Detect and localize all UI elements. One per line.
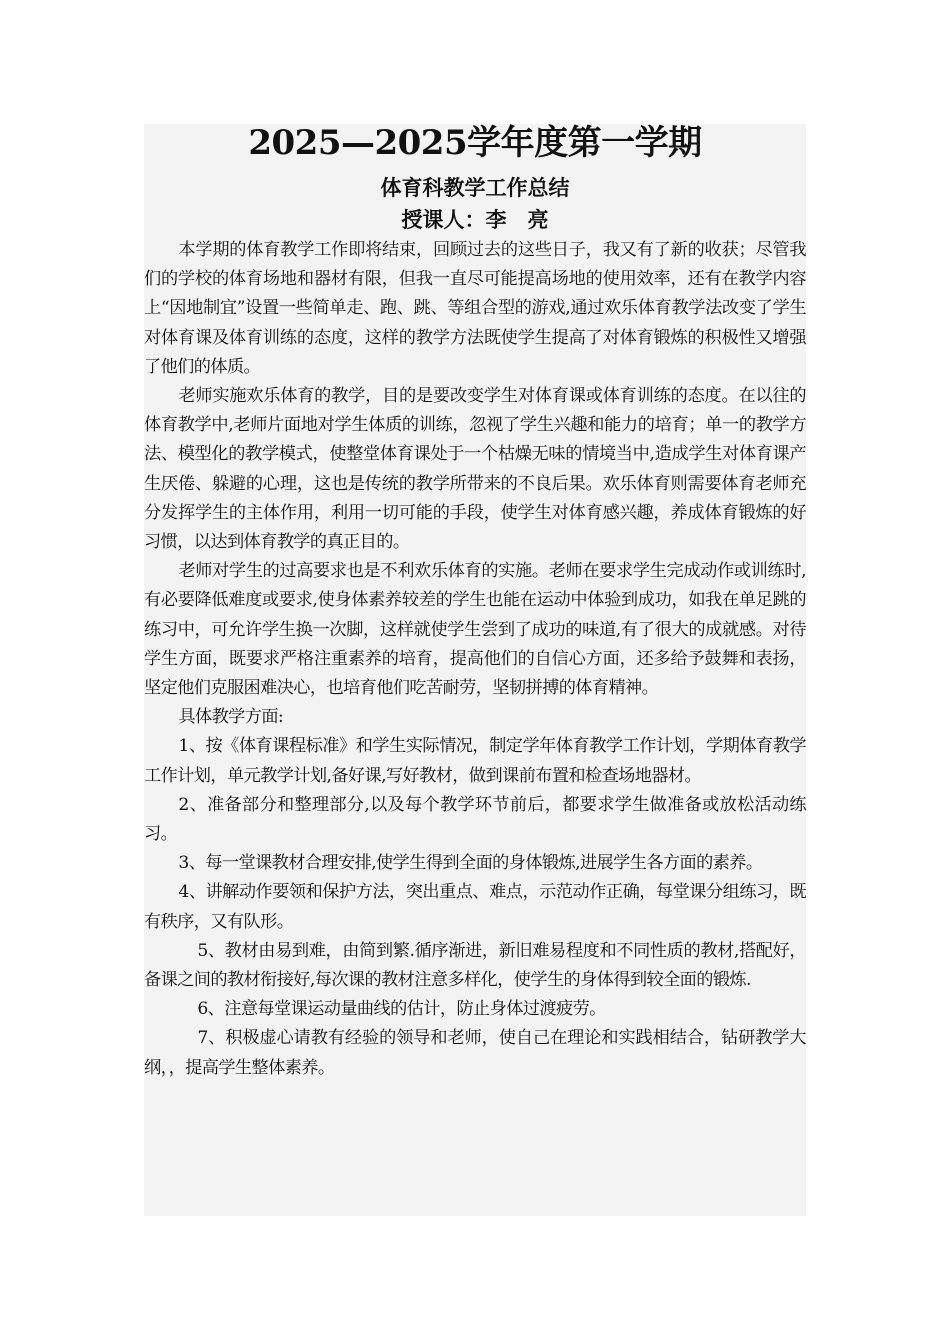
document-body bbox=[144, 236, 806, 1083]
document-page bbox=[144, 124, 806, 1216]
list-item-7: 7、积极虚心请教有经验的领导和老师，使自己在理论和实践相结合，钻研教学大纲，，提高学生整体素养。 bbox=[144, 1028, 806, 1078]
list-item-5: 5、教材由易到难，由简到繁.循序渐进，新旧难易程度和不同性质的教材,搭配好，备课之间的教材衔接好,每次课的教材注意多样化，使学生的身体得到较全面的锻炼. bbox=[144, 940, 806, 991]
list-item-4: 4、讲解动作要领和保护方法，突出重点、难点，示范动作正确，每堂课分组练习，既有秩序，又有队形。 bbox=[144, 882, 806, 932]
teacher-line: 授课人：李 亮 bbox=[401, 207, 549, 232]
paragraph-requirements: 老师对学生的过高要求也是不利欢乐体育的实施。老师在要求学生完成动作或训练时,有必要降低难度或要求,使身体素养较差的学生也能在运动中体验到成功，如我在单足跳的练习中，可允许学生换一次脚，这样就使学生尝到了成功的味道,有了很大的成就感。对待学生方面，既要求严格注重素养的培育，提高他们的自信心方面，还多给予鼓舞和表扬，坚定他们克服困难决心，也培育他们吃苦耐劳，坚韧拼搏的体育精神。 bbox=[144, 561, 806, 699]
list-item-6: 6、注意每堂课运动量曲线的估计，防止身体过渡疲劳。 bbox=[197, 999, 606, 1020]
paragraph-heading-specifics: 具体教学方面: bbox=[178, 707, 284, 728]
list-item-3: 3、每一堂课教材合理安排,使学生得到全面的身体锻炼,进展学生各方面的素养。 bbox=[178, 853, 763, 874]
paragraph-happy-pe: 老师实施欢乐体育的教学，目的是要改变学生对体育课或体育训练的态度。在以往的体育教学中,老师片面地对学生体质的训练，忽视了学生兴趣和能力的培育；单一的教学方法、模型化的教学模式，使整堂体育课处于一个枯燥无味的情境当中,造成学生对体育课产生厌倦、躲避的心理，这也是传统的教学所带来的不良后果。欢乐体育则需要体育老师充分发挥学生的主体作用，利用一切可能的手段，使学生对体育感兴趣，养成体育锻炼的好习惯，以达到体育教学的真正目的。 bbox=[144, 386, 806, 553]
paragraph-intro: 本学期的体育教学工作即将结束，回顾过去的这些日子，我又有了新的收获；尽管我们的学校的体育场地和器材有限，但我一直尽可能提高场地的使用效率，还有在教学内容上“因地制宜”设置一些简单走、跑、跳、等组合型的游戏,通过欢乐体育教学法改变了学生对体育课及体育训练的态度，这样的教学方法既使学生提高了对体育锻炼的积极性又增强了他们的体质。 bbox=[144, 240, 806, 377]
document-subtitle: 体育科教学工作总结 bbox=[380, 175, 570, 200]
list-item-1: 1、按《体育课程标准》和学生实际情况，制定学年体育教学工作计划，学期体育教学工作计划，单元教学计划,备好课,写好教材，做到课前布置和检查场地器材。 bbox=[144, 736, 806, 786]
document-title: 2025—2025学年度第一学期 bbox=[248, 123, 702, 163]
list-item-2: 2、准备部分和整理部分,以及每个教学环节前后，都要求学生做准备或放松活动练习。 bbox=[144, 794, 806, 845]
